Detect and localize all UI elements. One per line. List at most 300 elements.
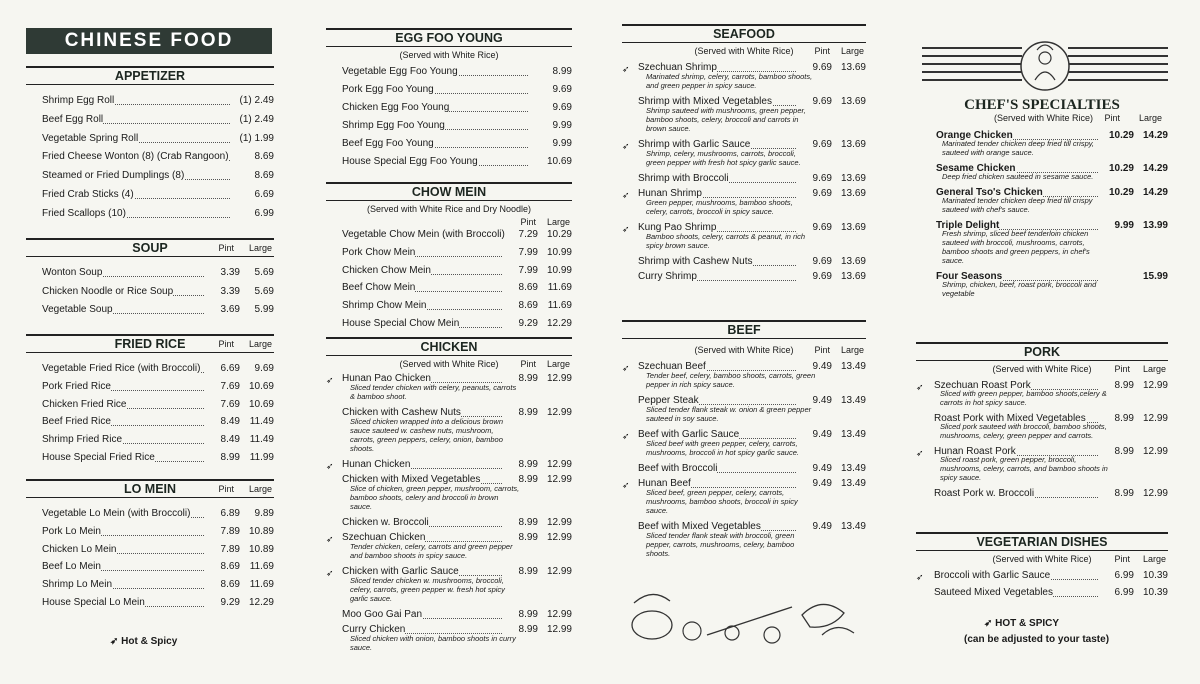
menu-item <box>26 286 274 305</box>
footer-hot-spicy: ➶ HOT & SPICY <box>984 618 1060 629</box>
item-description: Deep fried chicken sauteed in sesame sauce. <box>942 172 1094 181</box>
item-name: Shrimp Egg Foo Young <box>342 120 445 131</box>
item-price-large: 10.39 <box>1142 587 1168 598</box>
menu-item <box>26 434 274 452</box>
item-price-large: 10.39 <box>1142 570 1168 581</box>
item-price: (1) 2.49 <box>239 95 274 106</box>
item-name: Vegetable Soup <box>42 304 113 315</box>
item-price-large: 11.49 <box>249 434 274 446</box>
hot-spicy-legend: ➶ Hot & Spicy <box>110 636 178 647</box>
menu-item <box>326 138 572 156</box>
item-price-pint: 8.49 <box>220 416 240 428</box>
item-price-large: 12.99 <box>546 532 572 543</box>
item-price-large: 11.49 <box>249 416 274 428</box>
hot-pepper-icon: ➶ <box>622 363 630 373</box>
item-name: Chicken with Cashew Nuts <box>342 407 461 418</box>
item-name: Beef Egg Foo Young <box>342 138 434 149</box>
item-price-pint: 8.99 <box>518 517 538 528</box>
item-price-pint: 8.99 <box>1114 380 1134 391</box>
item-price-pint: 9.49 <box>812 478 832 489</box>
item-name: Curry Shrimp <box>638 271 697 282</box>
item-name: Vegetable Spring Roll <box>42 132 139 144</box>
menu-item <box>326 102 572 120</box>
beef-section <box>622 320 866 564</box>
item-price-pint: 8.99 <box>518 624 538 635</box>
item-price-pint: 9.69 <box>812 222 832 233</box>
served-note: (Served with White Rice) <box>992 364 1092 374</box>
hot-pepper-icon: ➶ <box>110 636 119 647</box>
item-name: Hunan Pao Chicken <box>342 373 431 384</box>
menu-item <box>26 189 274 208</box>
item-price-pint: 7.99 <box>518 246 538 258</box>
item-price: 8.69 <box>254 170 274 182</box>
item-price-large: 15.99 <box>1142 271 1168 282</box>
item-price-large: 11.69 <box>547 282 572 294</box>
item-name: Pork Chow Mein <box>342 246 416 258</box>
item-price: (1) 2.49 <box>239 113 274 125</box>
item-price-large: 11.69 <box>249 561 274 573</box>
item-price-pint: 9.69 <box>812 139 832 150</box>
item-description: Sliced roast pork, green pepper, broccoli, mushrooms, celery, carrots, and bamboo shoots in spicy sauce. <box>940 455 1108 482</box>
item-price-large: 13.69 <box>840 173 866 184</box>
large-header: Large <box>248 339 272 349</box>
item-description: Sliced tender chicken w. mushrooms, broccoli, celery, carrots, green pepper w. fresh hot spicy garlic sauce. <box>350 576 505 603</box>
pint-header: Pint <box>218 484 234 494</box>
chefs-specialties-title: CHEF'S SPECIALTIES <box>964 97 1120 113</box>
item-description: Green pepper, mushrooms, bamboo shoots, celery, carrots, broccoli in spicy sauce. <box>646 198 793 216</box>
item-price-pint: 8.99 <box>518 609 538 620</box>
item-price-large: 11.69 <box>547 300 572 312</box>
menu-item <box>26 114 274 133</box>
item-price-pint: 8.99 <box>518 459 538 470</box>
chow-mein-section <box>326 182 572 336</box>
item-price-pint: 7.99 <box>518 264 538 276</box>
item-name: Vegetable Chow Mein (with Broccoli) <box>342 229 505 240</box>
vegetarian-section <box>916 532 1168 604</box>
item-price-pint: 9.69 <box>812 96 832 107</box>
menu-item <box>26 267 274 286</box>
item-price-large: 12.99 <box>546 624 572 635</box>
item-price-large: 12.99 <box>546 459 572 470</box>
item-name: Pork Egg Foo Young <box>342 84 434 95</box>
item-price-large: 12.99 <box>1142 380 1168 391</box>
menu-item <box>26 363 274 381</box>
item-price-large: 13.69 <box>840 62 866 73</box>
hot-pepper-icon: ➶ <box>326 461 334 471</box>
item-price-large: 12.99 <box>546 373 572 384</box>
item-name: Shrimp with Broccoli <box>638 173 729 184</box>
served-note: (Served with White Rice) <box>694 345 794 355</box>
menu-item <box>26 133 274 152</box>
menu-item <box>326 229 572 247</box>
menu-item <box>622 463 866 478</box>
item-name: Chicken Noodle or Rice Soup <box>42 285 174 297</box>
menu-item <box>26 381 274 399</box>
menu-item <box>326 459 572 474</box>
item-name: Shrimp with Cashew Nuts <box>638 256 753 267</box>
item-name: Chicken Lo Mein <box>42 543 117 555</box>
item-description: Shrimp, chicken, beef, roast pork, broccoli and vegetable <box>942 280 1097 298</box>
chow-mein-title: CHOW MEIN <box>411 185 487 199</box>
item-price-pint: 10.29 <box>1108 130 1134 141</box>
item-price-large: 13.49 <box>840 361 866 372</box>
menu-item <box>26 170 274 189</box>
menu-item <box>26 526 274 544</box>
item-price-large: 13.69 <box>840 188 866 199</box>
vegetarian-title: VEGETARIAN DISHES <box>976 535 1108 549</box>
item-name: Hunan Chicken <box>342 459 411 470</box>
menu-item <box>622 173 866 188</box>
chefs-specialties-section <box>916 130 1168 304</box>
item-price-pint: 9.29 <box>220 596 240 608</box>
item-price-large: 14.29 <box>1142 130 1168 141</box>
item-name: Beef Lo Mein <box>42 561 101 573</box>
hot-pepper-icon: ➶ <box>622 224 630 234</box>
item-price-large: 12.29 <box>546 317 572 329</box>
item-price-large: 13.69 <box>840 256 866 267</box>
served-note: (Served with White Rice) <box>399 359 499 369</box>
item-name: Beef Egg Roll <box>42 113 104 125</box>
item-name: Shrimp with Garlic Sauce <box>638 139 751 150</box>
item-price: 6.69 <box>254 188 274 200</box>
pint-header: Pint <box>218 339 234 349</box>
item-name: General Tso's Chicken <box>936 187 1043 198</box>
item-description: Marinated shrimp, celery, carrots, bamboo shoots, and green pepper in spicy sauce. <box>646 72 813 90</box>
item-description: Sliced tender chicken with celery, peanuts, carrots & bamboo shoot. <box>350 383 517 401</box>
item-name: House Special Lo Mein <box>42 596 145 608</box>
pint-header: Pint <box>1114 554 1130 564</box>
item-price-pint: 7.89 <box>220 543 240 555</box>
appetizer-title: APPETIZER <box>114 69 186 83</box>
item-price-large: 13.49 <box>840 521 866 532</box>
pint-header: Pint <box>218 243 234 253</box>
item-name: House Special Egg Foo Young <box>342 156 478 167</box>
item-price-pint: 10.29 <box>1108 163 1134 174</box>
item-description: Sliced chicken wrapped into a delicious brown sauce sauteed w. cashew nuts, mushroom, carrots, green peppers, celery, onion, bamboo shoots. <box>350 417 504 453</box>
item-price: 9.69 <box>552 84 572 95</box>
item-name: Beef Fried Rice <box>42 416 111 428</box>
pint-header: Pint <box>520 359 536 369</box>
item-price-large: 11.99 <box>249 451 274 463</box>
item-price-pint: 9.49 <box>812 395 832 406</box>
item-price-large: 10.99 <box>546 246 572 258</box>
item-description: Shrimp sauteed with mushrooms, green pepper, bamboo shoots, celery, broccoli and carrots in brown sauce. <box>646 106 806 133</box>
large-header: Large <box>248 484 272 494</box>
item-price-pint: 8.49 <box>220 434 240 446</box>
item-name: Sesame Chicken <box>936 163 1016 174</box>
menu-item <box>26 399 274 417</box>
item-price-pint: 6.99 <box>1114 587 1134 598</box>
item-price-large: 14.29 <box>1142 187 1168 198</box>
item-price: 8.69 <box>254 151 274 163</box>
item-description: Bamboo shoots, celery, carrots & peanut, in rich spicy brown sauce. <box>646 232 806 250</box>
footer-note: (can be adjusted to your taste) <box>964 634 1110 645</box>
item-name: Pork Lo Mein <box>42 525 101 537</box>
item-price-pint: 3.39 <box>220 267 240 278</box>
item-price-large: 12.99 <box>546 407 572 418</box>
item-name: Chicken w. Broccoli <box>342 517 429 528</box>
item-name: Fried Crab Sticks (4) <box>42 188 134 200</box>
item-price: (1) 1.99 <box>239 132 274 144</box>
pint-header: Pint <box>520 217 536 227</box>
vegetable-illustration <box>622 585 862 647</box>
hot-pepper-icon: ➶ <box>984 618 993 629</box>
served-note: (Served with White Rice) <box>992 554 1092 564</box>
item-description: Sliced with green pepper, bamboo shoots,celery & carrots in hot spicy sauce. <box>940 389 1107 407</box>
menu-item <box>326 318 572 336</box>
item-price-large: 13.69 <box>840 271 866 282</box>
item-name: Roast Pork with Mixed Vegetables <box>934 413 1086 424</box>
menu-item <box>326 300 572 318</box>
menu-item <box>26 151 274 170</box>
item-price-pint: 9.49 <box>812 429 832 440</box>
item-description: Sliced beef with green pepper, celery, carrots, mushrooms, broccoli in hot spicy garlic sauce. <box>646 439 799 457</box>
item-name: Pork Fried Rice <box>42 380 111 392</box>
hot-pepper-icon: ➶ <box>916 448 924 458</box>
item-price-large: 12.99 <box>546 517 572 528</box>
menu-item <box>622 271 866 286</box>
menu-item <box>26 561 274 579</box>
menu-item <box>916 587 1168 604</box>
item-price-large: 10.89 <box>248 543 274 555</box>
hot-pepper-icon: ➶ <box>326 375 334 385</box>
hot-pepper-icon: ➶ <box>622 141 630 151</box>
item-price-large: 13.99 <box>1142 220 1168 231</box>
chef-illustration <box>922 40 1168 92</box>
item-price-large: 13.69 <box>840 222 866 233</box>
item-name: Moo Goo Gai Pan <box>342 609 423 620</box>
item-price-pint: 9.99 <box>1114 220 1134 231</box>
item-price-large: 13.69 <box>840 96 866 107</box>
item-name: Vegetable Fried Rice (with Broccoli) <box>42 363 201 374</box>
item-price-large: 14.29 <box>1142 163 1168 174</box>
menu-item <box>26 208 274 227</box>
item-name: Chicken Egg Foo Young <box>342 102 450 113</box>
served-note: (Served with White Rice) <box>994 113 1094 123</box>
hot-pepper-icon: ➶ <box>916 572 924 582</box>
item-name: Shrimp Fried Rice <box>42 434 123 446</box>
chicken-section <box>326 337 572 658</box>
menu-item <box>326 120 572 138</box>
item-price-pint: 8.99 <box>518 532 538 543</box>
item-price-pint: 7.69 <box>220 398 240 410</box>
large-header: Large <box>840 345 864 355</box>
item-price-large: 10.29 <box>546 229 572 240</box>
item-name: Shrimp Chow Mein <box>342 300 427 312</box>
item-description: Sliced chicken with onion, bamboo shoots in curry sauce. <box>350 634 516 652</box>
large-header: Large <box>840 46 864 56</box>
item-price-pint: 8.99 <box>1114 413 1134 424</box>
pork-section <box>916 342 1168 502</box>
item-price-large: 12.99 <box>1142 413 1168 424</box>
item-name: Triple Delight <box>936 220 1000 231</box>
hot-pepper-icon: ➶ <box>916 382 924 392</box>
menu-item <box>326 265 572 283</box>
item-price-pint: 8.99 <box>518 373 538 384</box>
item-price-pint: 6.69 <box>220 363 240 374</box>
item-price-large: 13.49 <box>840 395 866 406</box>
pork-title: PORK <box>1023 345 1061 359</box>
pint-header: Pint <box>814 46 830 56</box>
item-price-pint: 9.69 <box>812 256 832 267</box>
menu-item <box>326 282 572 300</box>
large-header: Large <box>1138 113 1162 123</box>
item-price-pint: 8.69 <box>518 282 538 294</box>
item-price-large: 12.99 <box>1142 446 1168 457</box>
menu-item <box>26 508 274 526</box>
item-name: Orange Chicken <box>936 130 1013 141</box>
soup-title: SOUP <box>132 241 168 255</box>
item-description: Slice of chicken, green pepper, mushroom, carrots, bamboo shoots, celery and broccoli in brown sauce. <box>350 484 520 511</box>
item-price: 9.99 <box>552 138 572 149</box>
hot-pepper-icon: ➶ <box>622 480 630 490</box>
item-name: Szechuan Chicken <box>342 532 426 543</box>
item-price-pint: 10.29 <box>1108 187 1134 198</box>
item-price-large: 13.69 <box>840 139 866 150</box>
item-price-large: 12.99 <box>546 609 572 620</box>
lo-mein-title: LO MEIN <box>123 482 177 496</box>
item-name: Shrimp with Mixed Vegetables <box>638 96 772 107</box>
item-price-pint: 8.99 <box>518 407 538 418</box>
seafood-section <box>622 24 866 286</box>
large-header: Large <box>546 217 570 227</box>
item-description: Sliced tender flank steak w. onion & green pepper sauteed in soy sauce. <box>646 405 812 423</box>
chicken-title: CHICKEN <box>420 340 478 354</box>
item-name: Hunan Shrimp <box>638 188 702 199</box>
menu-item <box>26 304 274 323</box>
item-price-large: 9.69 <box>254 363 274 374</box>
item-name: Shrimp Lo Mein <box>42 579 113 591</box>
item-price-pint: 9.49 <box>812 521 832 532</box>
menu-item <box>26 597 274 615</box>
item-price-pint: 6.89 <box>220 508 240 519</box>
lo-mein-section <box>26 479 274 615</box>
item-name: Curry Chicken <box>342 624 406 635</box>
beef-title: BEEF <box>727 323 761 337</box>
menu-item <box>326 84 572 102</box>
hot-pepper-icon: ➶ <box>326 568 334 578</box>
served-note: (Served with White Rice) <box>694 46 794 56</box>
item-price-pint: 7.29 <box>518 229 538 240</box>
item-description: Marinated tender chicken deep fried till crispy sauteed with chef's sauce. <box>942 196 1093 214</box>
item-price-large: 10.99 <box>546 264 572 276</box>
item-price-large: 13.49 <box>840 478 866 489</box>
item-price-pint: 6.99 <box>1114 570 1134 581</box>
item-name: Vegetable Lo Mein (with Broccoli) <box>42 508 191 519</box>
item-name: Chicken Fried Rice <box>42 398 127 410</box>
item-price: 9.69 <box>552 102 572 113</box>
menu-item <box>26 416 274 434</box>
item-price-large: 10.89 <box>248 525 274 537</box>
fried-rice-title: FRIED RICE <box>114 337 186 351</box>
item-price-pint: 9.49 <box>812 463 832 474</box>
pint-header: Pint <box>814 345 830 355</box>
item-name: Szechuan Roast Pork <box>934 380 1031 391</box>
item-price-pint: 8.99 <box>518 474 538 485</box>
item-name: Chicken Chow Mein <box>342 264 431 276</box>
appetizer-section <box>26 66 274 227</box>
menu-item <box>326 156 572 174</box>
item-description: Sliced beef, green pepper, celery, carrots, mushrooms, bamboo shoots, broccoli in spicy sauce. <box>646 488 798 515</box>
item-name: Szechuan Beef <box>638 361 706 372</box>
item-description: Sliced tender flank steak with broccoli, green pepper, carrots, mushrooms, celery, bamboo shoots. <box>646 531 795 558</box>
item-name: Chicken with Garlic Sauce <box>342 566 459 577</box>
item-price-pint: 9.69 <box>812 271 832 282</box>
item-price-large: 11.69 <box>249 579 274 591</box>
item-name: Fried Scallops (10) <box>42 207 126 219</box>
item-name: Sauteed Mixed Vegetables <box>934 587 1053 598</box>
item-name: House Special Fried Rice <box>42 451 155 463</box>
item-name: Chicken with Mixed Vegetables <box>342 474 481 485</box>
item-price-pint: 9.69 <box>812 62 832 73</box>
hot-pepper-icon: ➶ <box>622 431 630 441</box>
item-price-pint: 8.99 <box>1114 446 1134 457</box>
served-note: (Served with White Rice and Dry Noodle) <box>366 204 532 214</box>
item-price-pint: 8.99 <box>518 566 538 577</box>
item-price-pint: 9.29 <box>518 317 538 329</box>
menu-item <box>622 256 866 271</box>
item-name: Beef with Mixed Vegetables <box>638 521 761 532</box>
hot-pepper-icon: ➶ <box>326 534 334 544</box>
item-price-large: 5.99 <box>254 304 274 315</box>
item-name: Hunan Beef <box>638 478 691 489</box>
large-header: Large <box>546 359 570 369</box>
item-name: Kung Pao Shrimp <box>638 222 717 233</box>
item-description: Tender beef, celery, bamboo shoots, carrots, green pepper in rich spicy sauce. <box>646 371 816 389</box>
item-price-large: 5.69 <box>254 267 274 278</box>
hot-pepper-icon: ➶ <box>622 64 630 74</box>
menu-title: CHINESE FOOD <box>26 28 272 54</box>
item-description: Tender chicken, celery, carrots and green pepper and bamboo shoots in spicy sauce. <box>350 542 513 560</box>
egg-foo-young-section <box>326 28 572 174</box>
item-price: 10.69 <box>546 156 572 167</box>
item-name: Four Seasons <box>936 271 1003 282</box>
item-price-pint: 9.69 <box>812 173 832 184</box>
item-description: Marinated tender chicken deep fried till crispy, sauteed with orange sauce. <box>942 139 1095 157</box>
item-price: 8.99 <box>552 66 572 77</box>
item-price: 6.99 <box>254 207 274 219</box>
seafood-title: SEAFOOD <box>713 27 775 41</box>
item-price-large: 10.69 <box>248 398 274 410</box>
item-name: Broccoli with Garlic Sauce <box>934 570 1051 581</box>
item-name: Roast Pork w. Broccoli <box>934 488 1035 499</box>
item-price-pint: 3.39 <box>220 285 240 297</box>
menu-item <box>26 452 274 470</box>
item-price-pint: 7.69 <box>220 380 240 392</box>
soup-section <box>26 238 274 323</box>
item-description: Shrimp, celery, mushrooms, carrots, broccoli, green pepper with fresh hot spicy garlic sauce. <box>646 149 801 167</box>
item-price-pint: 8.69 <box>518 300 538 312</box>
item-name: Steamed or Fried Dumplings (8) <box>42 170 185 182</box>
item-price-pint: 8.69 <box>220 579 240 591</box>
item-name: Wonton Soup <box>42 267 103 278</box>
item-description: Sliced pork sauteed with broccoli, bamboo shoots, mushrooms, celery, green pepper and carrots. <box>940 422 1107 440</box>
item-price-large: 13.49 <box>840 463 866 474</box>
item-price-pint: 8.99 <box>220 451 240 463</box>
item-name: Beef Chow Mein <box>342 282 416 294</box>
item-name: Beef with Broccoli <box>638 463 718 474</box>
item-name: Shrimp Egg Roll <box>42 95 115 106</box>
menu-item <box>326 517 572 532</box>
item-price-pint: 8.69 <box>220 561 240 573</box>
item-name: Szechuan Shrimp <box>638 62 717 73</box>
item-description: Fresh shrimp, sliced beef tenderloin chicken sauteed with broccoli, mushrooms, carrots, bamboo shoots and green peppers, in chef's sauce. <box>942 229 1090 265</box>
item-price-large: 12.99 <box>546 566 572 577</box>
pint-header: Pint <box>1114 364 1130 374</box>
large-header: Large <box>248 243 272 253</box>
item-price-pint: 3.69 <box>220 304 240 315</box>
menu-item <box>26 95 274 114</box>
